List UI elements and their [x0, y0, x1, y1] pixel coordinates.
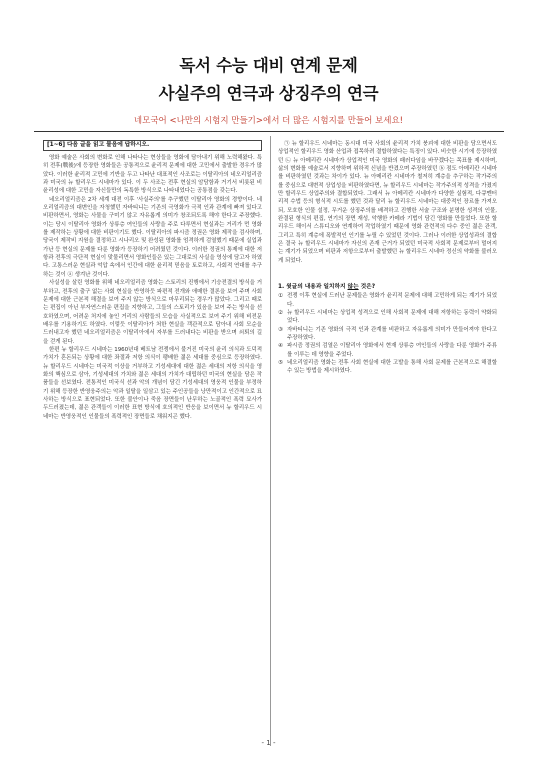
- option-number: ③: [278, 326, 283, 333]
- option-text: 뉴 할리우드 시네마는 상업적 성격으로 인해 사회적 문제에 대해 저항하는 동력이 약화되었다.: [287, 309, 497, 325]
- answer-option-3[interactable]: [278, 326, 497, 343]
- answer-option-2[interactable]: [278, 309, 497, 326]
- question-stem-emphasis: 않는: [347, 284, 359, 291]
- passage-header: [1~6] 다음 글을 읽고 물음에 답하시오.: [43, 140, 262, 151]
- question-stem: [278, 283, 497, 292]
- title-line-2: 사실주의 연극과 상징주의 연극: [158, 84, 379, 103]
- question-stem-suffix: 것은?: [358, 284, 376, 291]
- question-1: [278, 283, 497, 375]
- page-number: - 1 -: [261, 739, 276, 747]
- option-number: ④: [278, 343, 283, 350]
- passage-paragraph: 영화 예술은 사회의 변화로 인해 나타나는 현상들을 영화에 담아내기 위해 노력해왔다. 특히 전후(戰後)에 등장한 영화들은 공통적으로 윤리적 문제에 대한 고민에서 출발한 경우가 많았다. 이러한 윤리적 고민에 기반을 두고 나타난 대표적인 사조로는 이탈리아의 네오리얼리즘과 미국의 뉴 할리우드 시네마가 있다. 이 두 사조는 전후 현실의 암담함과 거기서 비롯된 비윤리성에 대한 고민을 자신들만의 독특한 방식으로 나타내었다는 공통점을 갖는다.: [43, 155, 262, 195]
- option-number: ①: [278, 293, 283, 300]
- left-column: [43, 140, 262, 421]
- answer-option-1[interactable]: [278, 292, 497, 309]
- option-text: 자바티니는 기존 영화의 극적 인과 관계를 비판하고 자유롭게 의미가 만들어져야 한다고 주장하였다.: [287, 326, 497, 341]
- answer-option-4[interactable]: [278, 342, 497, 359]
- passage-paragraph: 한편 뉴 할리우드 시네마는 1960년대 베트남 전쟁에서 불거진 미국의 윤리 의식과 도덕적 가치가 혼돈되는 상황에 대한 좌절과 저항 의식이 팽배한 젊은 세대를 중심으로 등장하였다. 뉴 할리우드 시네마는 미국적 이상을 거부하고 기성세대에 대한 젊은 세대의 저항 의식을 영화의 핵심으로 삼아, 기성세대의 가치와 젊은 세대의 가치가 대립하던 미국의 현실을 담은 작품들을 선보였다. 전통적인 미국식 선과 악의 개념이 담긴 기성세대의 영웅적 인물을 부정하기 위해 등장한 반영웅주의는 악과 일탈을 일삼고 있는 주인공들을 낭만적이고 인간적으로 묘사하는 방식으로 표현되었다. 또한 불안이나 죽음 장면들이 난무하는 노골적인 폭력 묘사가 두드러졌는데, 젊은 관객들이 이러한 표현 방식에 호의적인 반응을 보이면서 뉴 할리우드 시네마는 반영웅적인 인물들의 폭력적인 장면들로 채워지곤 했다.: [43, 346, 262, 420]
- option-number: ②: [278, 309, 283, 316]
- title-line-1: 독서 수능 대비 연계 문제: [179, 56, 358, 75]
- option-number: ⑤: [278, 359, 283, 366]
- header-divider: [34, 131, 504, 132]
- option-text: 전쟁 이후 현실에 드러난 문제들은 영화가 윤리적 문제에 대해 고민하게 되는 계기가 되었다.: [287, 293, 497, 308]
- option-text: 파시즘 정권의 검열은 이탈리아 영화에서 현재 상류층 여인들의 사랑을 다룬 영화가 주류를 이루는 데 영향을 주었다.: [287, 343, 497, 358]
- column-divider: [270, 136, 271, 746]
- right-column: [278, 140, 497, 376]
- passage-paragraph: 네오리얼리즘은 2차 세계 대전 이후 '사실주의'를 추구했던 이탈리아 영화의 경향이다. 네오리얼리즘의 대변인을 자청했던 자바티니는 기존의 극영화가 극적 인과 관계에 빠져 있다고 비판하면서, 영화는 사물을 구미기 않고 자유롭게 의미가 창조되도록 해야 한다고 주장했다. 이는 당시 이탈리아 영화가 상류층 여인들의 사랑을 주로 다루면서 현실과는 거리가 먼 영화를 제작하는 상황에 대한 비판이기도 했다. 이탈리아의 파시즘 정권은 영화 제작을 검사하며, 당국이 제작비 지원을 결정하고 시나리오 및 완성된 영화를 엄격하게 검열했기 때문에 실업과 가난 등 현실의 문제를 다룬 영화가 등장하기 어려웠던 것이다. 이러한 정권의 통제에 대한 저항과 전후의 극단적 현실이 맞물리면서 영화인들은 있는 그대로의 사실을 영상에 담고자 하였다. 고통스러운 현실과 억압 속에서 인간에 대한 윤리적 믿음을 토로하고, 사회적 연대를 추구하는 것이 ⓐ 생겨난 것이다.: [43, 196, 262, 278]
- passage-paragraph: 사실성을 살린 영화를 위해 네오리얼리즘 영화는 스토리의 진행에서 기승전결의 방식을 거부하고, 전후의 출구 없는 사회 현실을 반영하듯 파편적 전개와 애매한 결론을 보여 주며 사회 문제에 대한 근본적 해결을 보여 주지 않는 방식으로 마무리되는 경우가 많았다. 그리고 때로는 편집이 아닌 부자연스러운 편집을 지향하고, 그들의 스토리가 있음을 보여 주는 방식을 선호하였으며, 어려운 처지에 놓인 거리의 사람들의 모습을 사실적으로 보여 주기 위해 비전문 배우를 기용하기도 하였다. 이렇듯 이탈리아가 처한 현실을 객관적으로 담아내 사회 모순을 드러내고자 했던 네오리얼리즘은 이탈리아에서 자부를 드러내다는 비판을 받으며 쇠퇴의 길을 걷게 된다.: [43, 280, 262, 345]
- question-stem-prefix: 1. 윗글의 내용과 일치하지: [278, 284, 348, 291]
- passage-paragraph: ㉠ 뉴 할리우드 시네마는 동시대 미국 사회의 윤리적 가치 붕괴에 대한 비판을 담으면서도 상업적인 할리우드 영화 산업과 접목하려 결합하였다는 특징이 있다. 비슷한 시기에 등장하였던 ㉡ 뉴 아메리칸 시네마가 상업적인 미국 영화의 패러다임을 바꾸겠다는 목표를 제시하며, 삶의 변화를 예술로서 지향하며 위하적 신념을 반겼으며 주장하였던 ⓑ 점도 아메리칸 시네마를 비판하였던 것과는 차이가 있다. 뉴 아메리칸 시네마가 철저히 계층을 추구하는 작가주의를 중심으로 대변적 상업성을 비판하였다면, 뉴 할리우드 시네마는 작가주의적 성격을 가졌지만 할리우드 상업주의와 결합되었다. 그래서 뉴 아메리칸 시네마가 다양한 실험적, 다큐멘터리적 수법 등의 형식적 시도를 했던 것과 달리 뉴 할리우드 시네마는 대중적인 장르를 가져오되, 모호한 인물 설정, 무거운 상징주의를 배격하고 진행한 서술 구조와 분명한 성격의 인물, 완결된 형식의 편집, 연기의 장면 재성, 악행한 카메라 기법이 담긴 영화를 만들었다. 또한 할리우드 해이서 스튜디오와 연계하여 작업하였기 때문에 영화 관련적의 다수 중인 젊은 관객, 그리고 특히 계층에 폭발적인 인기를 누릴 수 있었던 것이다. 그러나 이러한 상업성과의 결합은 결국 뉴 할리우드 시네마가 자신의 존재 근거가 되었던 미국적 사회적 문제로부터 멀어지는 계기가 되었으며 비판과 저항으로부터 출발했던 뉴 할리우드 시네마 정신의 약화를 불러오게 되었다.: [278, 141, 497, 264]
- option-text: 네오리얼리즘 영화는 전후 사회 현실에 대한 고발을 통해 사회 문제를 근본적으로 해결할 수 있는 방법을 제시하였다.: [287, 359, 497, 375]
- answer-option-5[interactable]: [278, 359, 497, 376]
- subtitle: 네모국어 <나만의 시험지 만들기>에서 더 많은 시험지를 만들어 보세요!: [133, 116, 404, 126]
